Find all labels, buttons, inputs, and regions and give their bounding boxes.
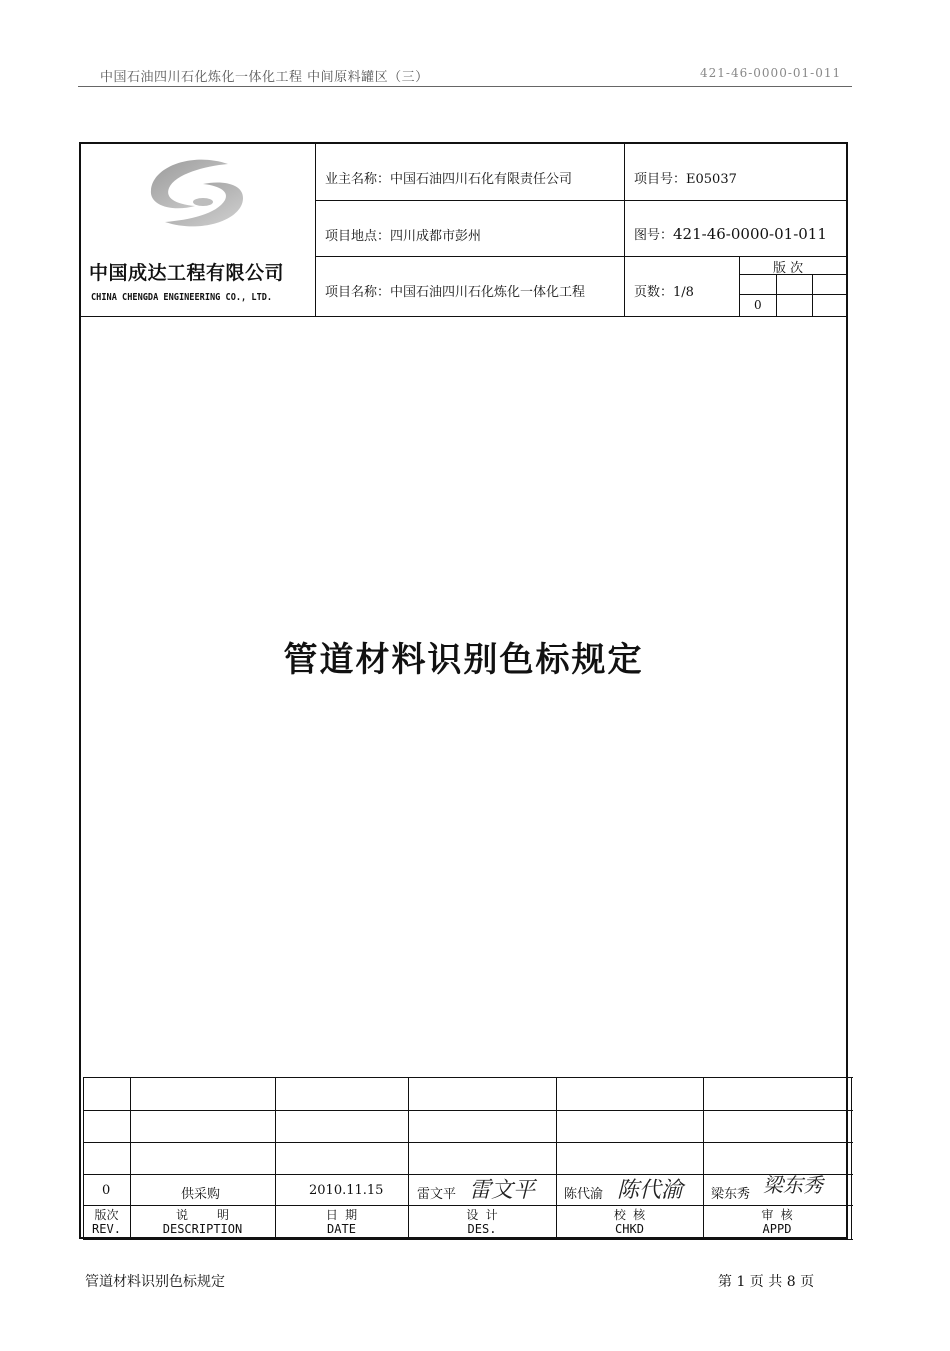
revision-table bbox=[83, 1077, 853, 1241]
rev-table-line bbox=[83, 1142, 853, 1143]
title-block-divider bbox=[315, 200, 848, 201]
title-block-divider bbox=[624, 144, 625, 316]
designer-signature: 雷文平 bbox=[469, 1178, 536, 1203]
header-check bbox=[556, 1208, 703, 1236]
header-project-line: 中国石油四川石化炼化一体化工程 中间原料罐区（三） bbox=[100, 70, 429, 85]
location-value: 四川成都市彭州 bbox=[390, 229, 482, 244]
approver-signature: 梁东秀 bbox=[763, 1173, 823, 1197]
document-title: 管道材料识别色标规定 bbox=[283, 640, 644, 680]
header-desc-cn: 说 明 bbox=[176, 1208, 229, 1222]
revision-grid-line bbox=[812, 274, 813, 316]
header-date-en: DATE bbox=[327, 1222, 356, 1236]
header-rev bbox=[83, 1208, 130, 1236]
header-design bbox=[408, 1208, 556, 1236]
swirl-logo-icon bbox=[83, 146, 315, 256]
header-description bbox=[130, 1208, 275, 1236]
rev-table-line bbox=[83, 1239, 853, 1240]
header-appd-en: APPD bbox=[762, 1222, 792, 1236]
location-label: 项目地点： bbox=[325, 229, 391, 244]
revision-header: 版 次 bbox=[773, 261, 804, 276]
header-desc-en: DESCRIPTION bbox=[162, 1222, 243, 1236]
pages-label: 页数： bbox=[634, 285, 674, 300]
rev-table-line bbox=[83, 1174, 853, 1175]
pages-field bbox=[634, 281, 694, 300]
company-name-en: CHINA CHENGDA ENGINEERING CO., LTD. bbox=[91, 292, 273, 304]
project-name-label: 项目名称： bbox=[325, 285, 391, 300]
rev-date: 2010.11.15 bbox=[309, 1183, 384, 1198]
revision-grid-line bbox=[776, 274, 777, 316]
revision-grid-line bbox=[739, 294, 848, 295]
rev-designer: 雷文平 bbox=[417, 1187, 457, 1202]
header-date-cn: 日 期 bbox=[325, 1208, 358, 1222]
company-logo-block bbox=[83, 146, 315, 316]
owner-label: 业主名称： bbox=[325, 172, 391, 187]
revision-value: 0 bbox=[754, 298, 762, 312]
project-name-value: 中国石油四川石化炼化一体化工程 bbox=[390, 285, 586, 300]
rev-table-line bbox=[83, 1110, 853, 1111]
header-approve bbox=[703, 1208, 851, 1236]
document-frame bbox=[79, 142, 848, 1239]
pages-value: 1/8 bbox=[673, 285, 694, 300]
title-block-divider bbox=[81, 316, 848, 317]
header-date bbox=[275, 1208, 408, 1236]
rev-table-line bbox=[83, 1077, 853, 1078]
rev-checker: 陈代渝 bbox=[564, 1187, 604, 1202]
header-divider bbox=[78, 86, 852, 87]
revision-grid-line bbox=[739, 256, 740, 316]
header-des-en: DES. bbox=[467, 1222, 497, 1236]
footer-page-info: 第 1 页 共 8 页 bbox=[718, 1274, 815, 1290]
project-no-value: E05037 bbox=[686, 172, 737, 187]
rev-description: 供采购 bbox=[181, 1187, 221, 1202]
drawing-no-field bbox=[634, 224, 827, 243]
header-chkd-cn: 校 核 bbox=[613, 1208, 646, 1222]
header-rev-en: REV. bbox=[92, 1222, 121, 1236]
owner-value: 中国石油四川石化有限责任公司 bbox=[390, 172, 573, 187]
footer-doc-name: 管道材料识别色标规定 bbox=[85, 1274, 225, 1290]
header-doc-code: 421-46-0000-01-011 bbox=[700, 66, 842, 80]
company-name-cn: 中国成达工程有限公司 bbox=[89, 262, 285, 284]
drawing-no-value: 421-46-0000-01-011 bbox=[673, 225, 827, 243]
owner-field bbox=[325, 168, 572, 187]
rev-table-line bbox=[851, 1077, 852, 1239]
project-name-field bbox=[325, 281, 585, 300]
header-des-cn: 设 计 bbox=[466, 1208, 498, 1222]
title-block-divider bbox=[315, 256, 848, 257]
rev-approver: 梁东秀 bbox=[711, 1187, 751, 1202]
location-field bbox=[325, 225, 481, 244]
header-chkd-en: CHKD bbox=[615, 1222, 644, 1236]
header-appd-cn: 审 核 bbox=[761, 1208, 793, 1222]
rev-table-line bbox=[83, 1205, 853, 1206]
title-block-divider bbox=[315, 144, 316, 316]
drawing-no-label: 图号： bbox=[634, 228, 674, 243]
project-no-field bbox=[634, 168, 737, 187]
rev-number: 0 bbox=[102, 1183, 111, 1198]
project-no-label: 项目号： bbox=[634, 172, 687, 187]
checker-signature: 陈代渝 bbox=[617, 1178, 684, 1203]
header-rev-cn: 版次 bbox=[94, 1208, 119, 1222]
